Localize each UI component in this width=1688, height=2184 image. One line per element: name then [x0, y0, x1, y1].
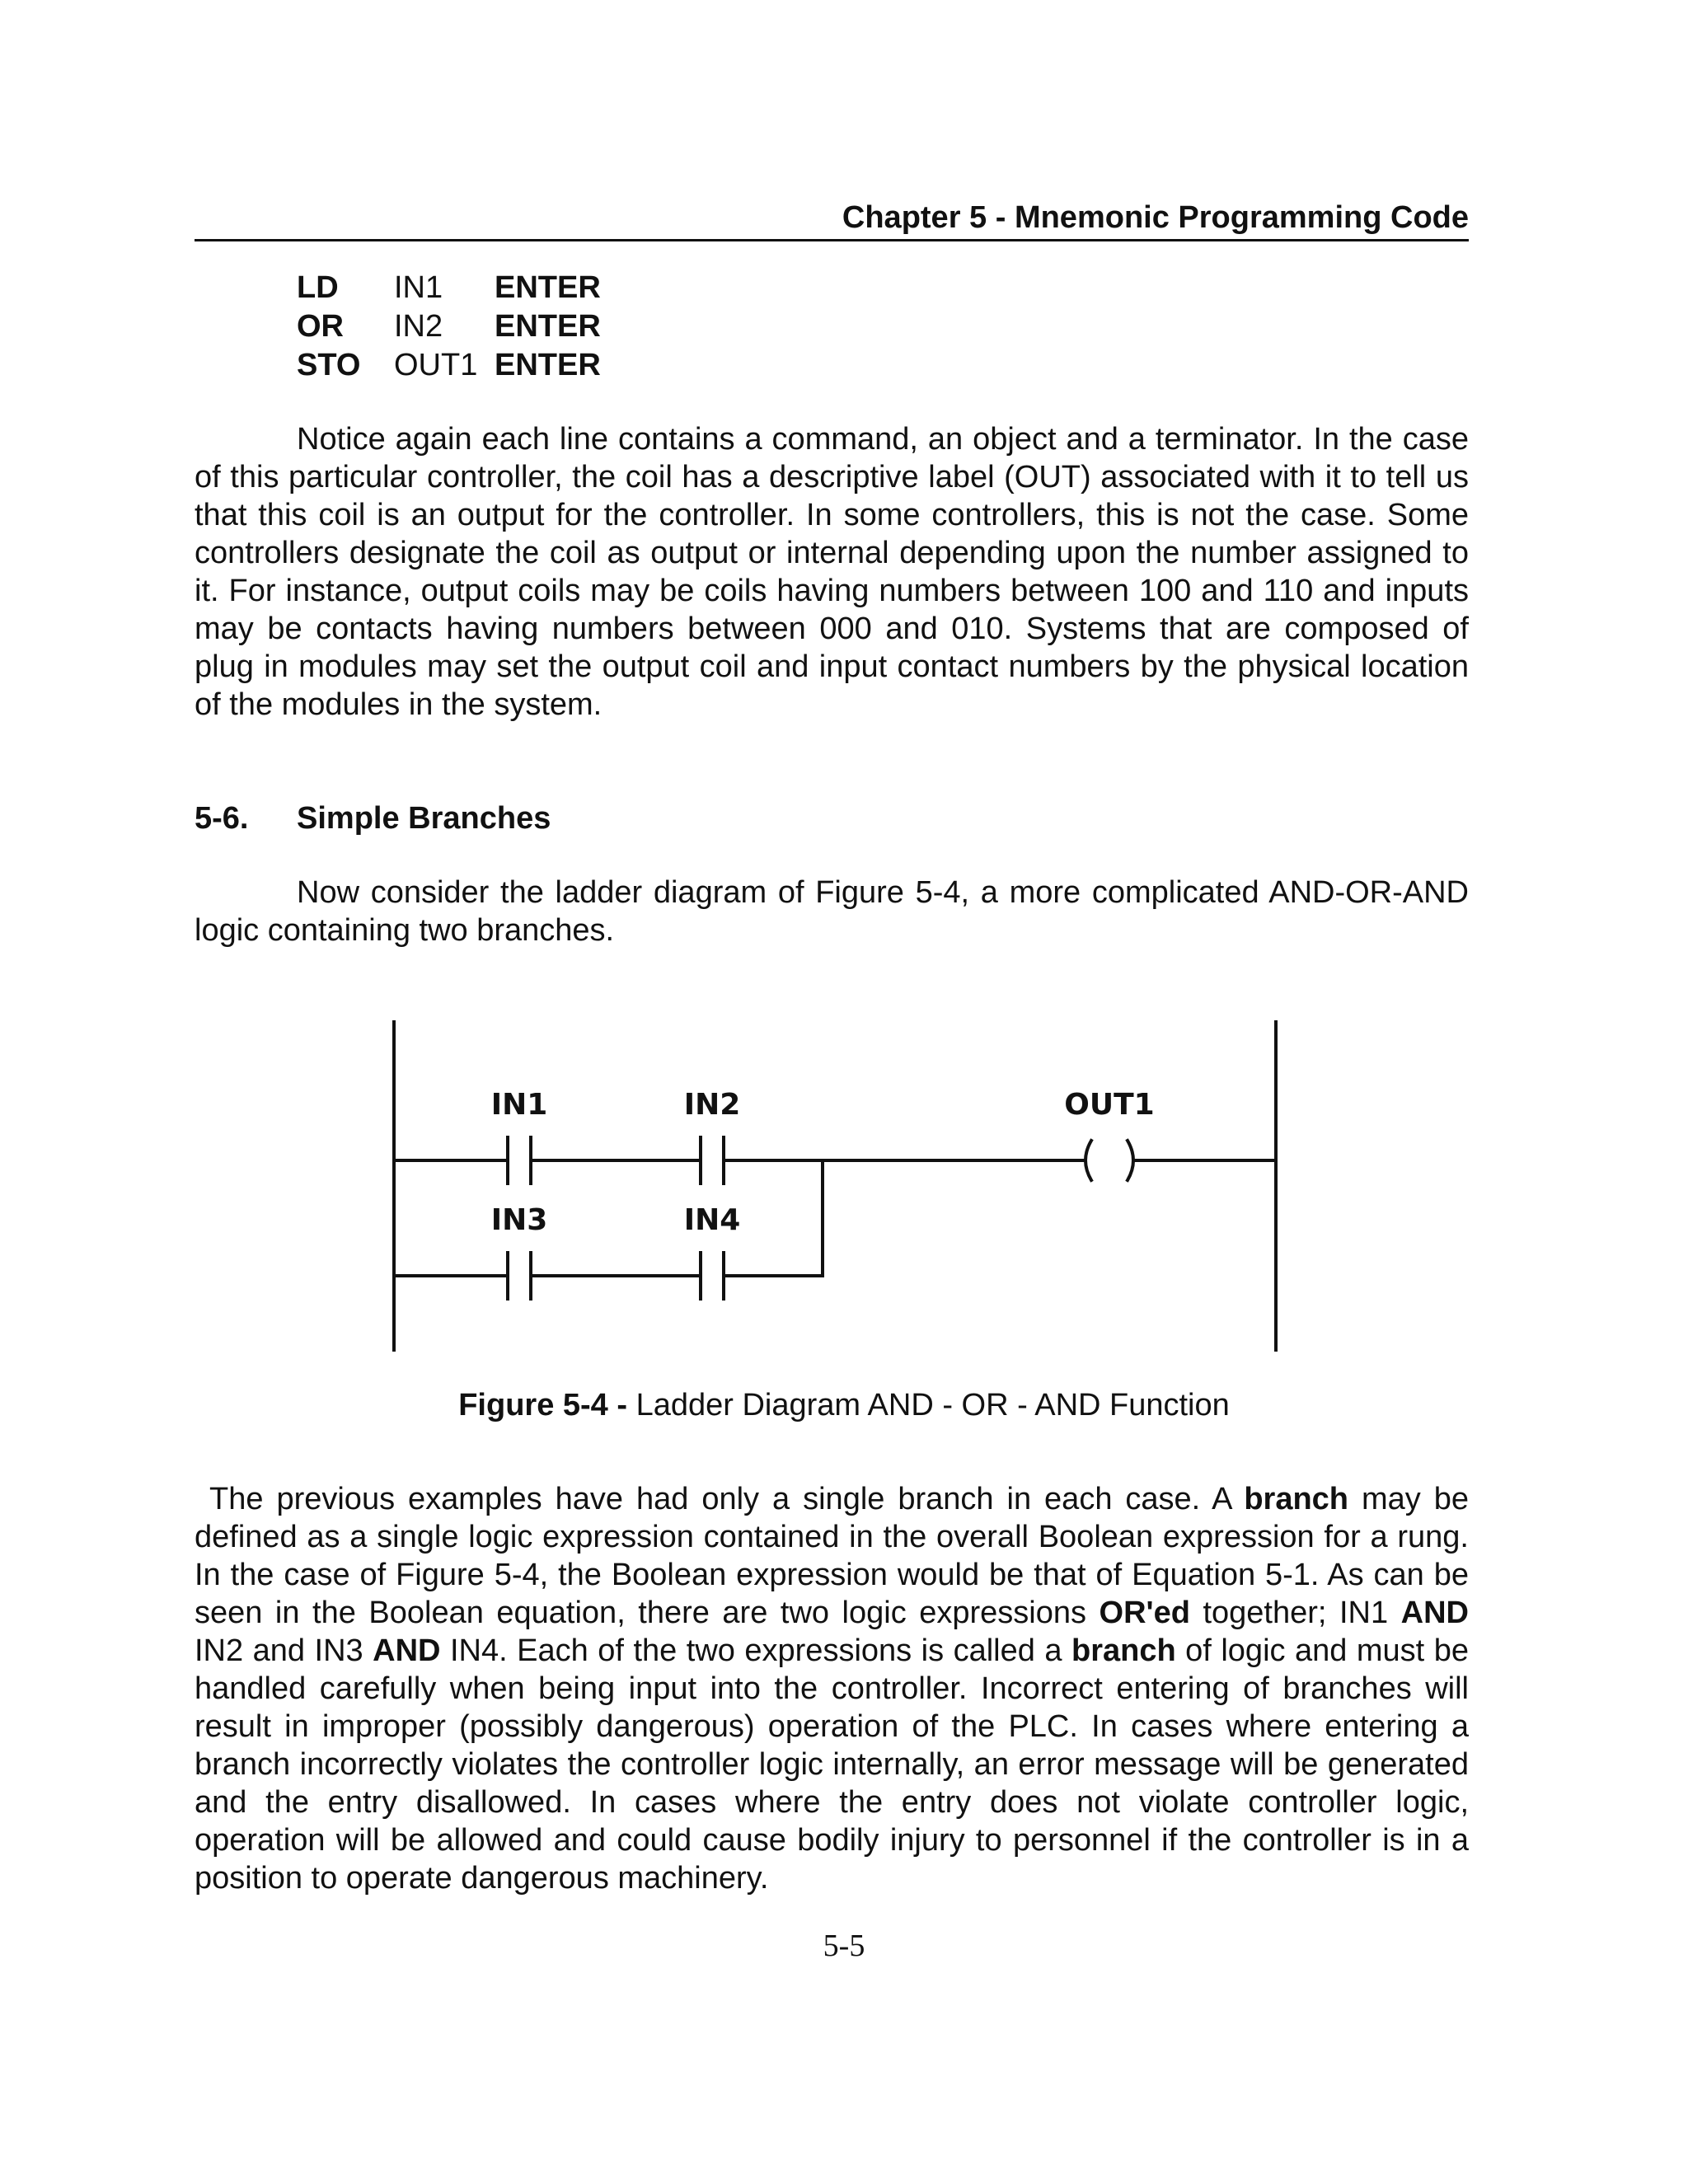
code-terminator: ENTER [495, 270, 601, 305]
code-command: STO [297, 348, 361, 382]
figure-title: Ladder Diagram AND - OR - AND Function [635, 1388, 1230, 1422]
contact-in3 [508, 1253, 531, 1299]
emphasis-and: AND [373, 1633, 441, 1668]
section-title: Simple Branches [297, 801, 551, 836]
paragraph-branch-text: together; IN1 [1189, 1596, 1401, 1630]
emphasis-ored: OR'ed [1099, 1596, 1190, 1630]
paragraph-branch-text: IN2 and IN3 [195, 1633, 373, 1668]
code-terminator: ENTER [495, 309, 601, 344]
page-number: 5-5 [823, 1929, 865, 1963]
contact-in1 [508, 1137, 531, 1183]
paragraph-branch-text: may be defined as a single logic expression contained in the overall Boolean expression for a rung. In the case of Figure 5-4, the Boolean expression would be that of Equation 5-1. As can be seen in the Boolean equation, there are two logic expressions [195, 1482, 1469, 1630]
emphasis-and: AND [1400, 1596, 1469, 1630]
contact-in4 [701, 1253, 724, 1299]
emphasis-branch: branch [1244, 1482, 1349, 1516]
paragraph-branch-text: The previous examples have had only a single branch in each case. A [209, 1482, 1245, 1516]
paragraph-branch-text: of logic and must be handled carefully when being input into the controller. Incorrect entering of branches will result in improper (possibly dangerous) operation of the PLC. In cases where entering a branch incorrectly violates the controller logic internally, an error message will be generated and the entry disallowed. In cases where the entry does not violate controller logic, operation will be allowed and could cause bodily injury to personnel if the controller is in a position to operate dangerous machinery. [195, 1633, 1469, 1896]
code-object: IN1 [394, 270, 443, 305]
chapter-header: Chapter 5 - Mnemonic Programming Code [842, 200, 1469, 235]
paragraph-notice-text: Notice again each line contains a command, an object and a terminator. In the case of this particular controller, the coil has a descriptive label (OUT) associated with it to tell us that this coil is an output for the controller. In some controllers, this is not the case. Some controllers designate the coil as output or internal depending upon the number assigned to it. For instance, output coils may be coils having numbers between 100 and 110 and inputs may be contacts having numbers between 000 and 010. Systems that are composed of plug in modules may set the output coil and input contact numbers by the physical location of the modules in the system. [195, 422, 1469, 722]
contact-in2 [701, 1137, 724, 1183]
label-in2: IN2 [683, 1088, 741, 1122]
figure-caption [0, 1386, 1688, 1424]
paragraph-branch [195, 1480, 1469, 1897]
label-in1: IN1 [490, 1088, 548, 1122]
label-in3: IN3 [490, 1203, 548, 1237]
code-object: OUT1 [394, 348, 478, 382]
figure-separator: - [607, 1388, 636, 1422]
paragraph-consider-text: Now consider the ladder diagram of Figure 5-4, a more complicated AND-OR-AND logic containing two branches. [195, 875, 1469, 948]
code-terminator: ENTER [495, 348, 601, 382]
label-in4: IN4 [683, 1203, 741, 1237]
paragraph-branch-text: IN4. Each of the two expressions is called a [440, 1633, 1071, 1668]
emphasis-branch: branch [1071, 1633, 1176, 1668]
label-out1: OUT1 [1064, 1088, 1155, 1122]
code-object: IN2 [394, 309, 443, 344]
figure-label: Figure 5-4 [458, 1388, 608, 1422]
code-command: LD [297, 270, 339, 305]
section-number: 5-6. [195, 801, 249, 836]
coil-out1 [1085, 1141, 1133, 1180]
code-command: OR [297, 309, 344, 344]
